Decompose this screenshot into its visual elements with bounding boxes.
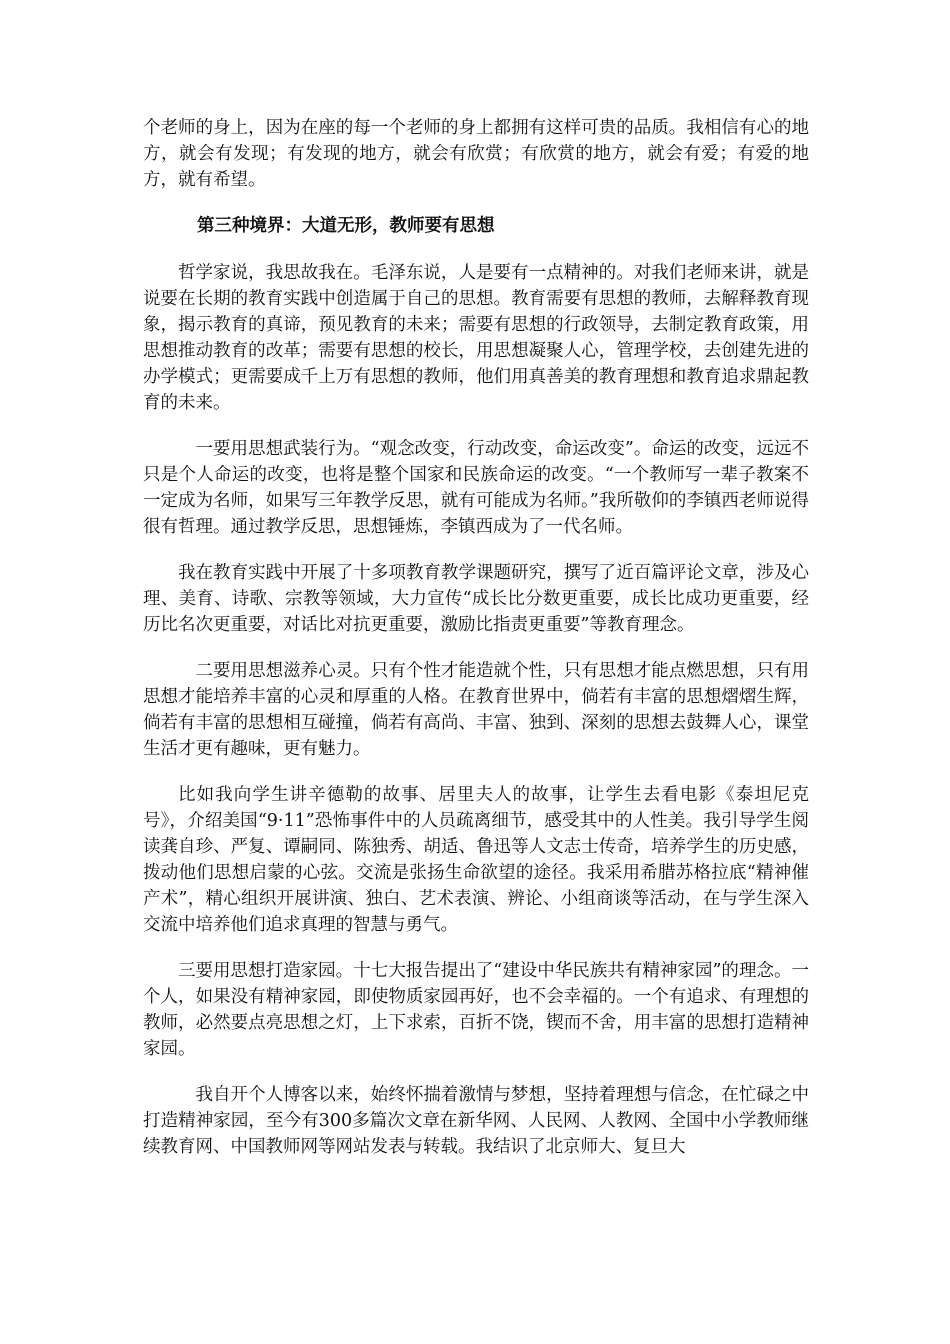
document-page (143, 115, 809, 1180)
paragraph-third-point: 三要用思想打造家园。十七大报告提出了“建设中华民族共有精神家园”的理念。一个人，如果没有精神家园，即使物质家园再好，也不会幸福的。一个有追求、有理想的教师，必然要点亮思想之灯，上下求索，百折不饶，锲而不舍，用丰富的思想打造精神家园。 (143, 961, 809, 1059)
paragraph-examples: 比如我向学生讲辛德勒的故事、居里夫人的故事，让学生去看电影《泰坦尼克号》，介绍美国“9·11”恐怖事件中的人员疏离细节，感受其中的人性美。我引导学生阅读龚自珍、严复、谭嗣同、陈独秀、胡适、鲁迅等人文志士传奇，培养学生的历史感，拨动他们思想启蒙的心弦。交流是张扬生命欲望的途径。我采用希腊苏格拉底“精神催产术”，精心组织开展讲演、独白、艺术表演、辨论、小组商谈等活动，在与学生深入交流中培养他们追求真理的智慧与勇气。 (143, 785, 809, 935)
paragraph-second-point: 二要用思想滋养心灵。只有个性才能造就个性，只有思想才能点燃思想，只有用思想才能培养丰富的心灵和厚重的人格。在教育世界中，倘若有丰富的思想熠熠生辉，倘若有丰富的思想相互碰撞，倘若有高尚、丰富、独到、深刻的思想去鼓舞人心，课堂生活才更有趣味，更有魅力。 (143, 661, 809, 759)
paragraph-first-point: 一要用思想武装行为。“观念改变，行动改变，命运改变”。命运的改变，远远不只是个人命运的改变，也将是整个国家和民族命运的改变。“一个教师写一辈子教案不一定成为名师，如果写三年教学反思，就有可能成为名师。”我所敬仰的李镇西老师说得很有哲理。通过教学反思，思想锤炼，李镇西成为了一代名师。 (143, 439, 809, 537)
section-heading: 第三种境界：大道无形，教师要有思想 (197, 216, 495, 236)
paragraph-continued: 个老师的身上，因为在座的每一个老师的身上都拥有这样可贵的品质。我相信有心的地方，就会有发现；有发现的地方，就会有欣赏；有欣赏的地方，就会有爱；有爱的地方，就有希望。 (143, 118, 809, 190)
paragraph-blog: 我自开个人博客以来，始终怀揣着激情与梦想，坚持着理想与信念，在忙碌之中打造精神家园，至今有300多篇次文章在新华网、人民网、人教网、全国中小学教师继续教育网、中国教师网等网站发表与转载。我结识了北京师大、复旦大 (143, 1085, 809, 1157)
paragraph-philosophy: 哲学家说，我思故我在。毛泽东说，人是要有一点精神的。对我们老师来讲，就是说要在长期的教育实践中创造属于自己的思想。教育需要有思想的教师，去解释教育现象，揭示教育的真谛，预见教育的未来；需要有思想的行政领导，去制定教育政策，用思想推动教育的改革；需要有思想的校长，用思想凝聚人心，管理学校，去创建先进的办学模式；更需要成千上万有思想的教师，他们用真善美的教育理想和教育追求鼎起教育的未来。 (143, 263, 809, 413)
paragraph-research: 我在教育实践中开展了十多项教育教学课题研究，撰写了近百篇评论文章，涉及心理、美育、诗歌、宗教等领域，大力宣传“成长比分数更重要，成长比成功更重要，经历比名次更重要，对话比对抗更重要，激励比指责更重要”等教育理念。 (143, 563, 809, 635)
